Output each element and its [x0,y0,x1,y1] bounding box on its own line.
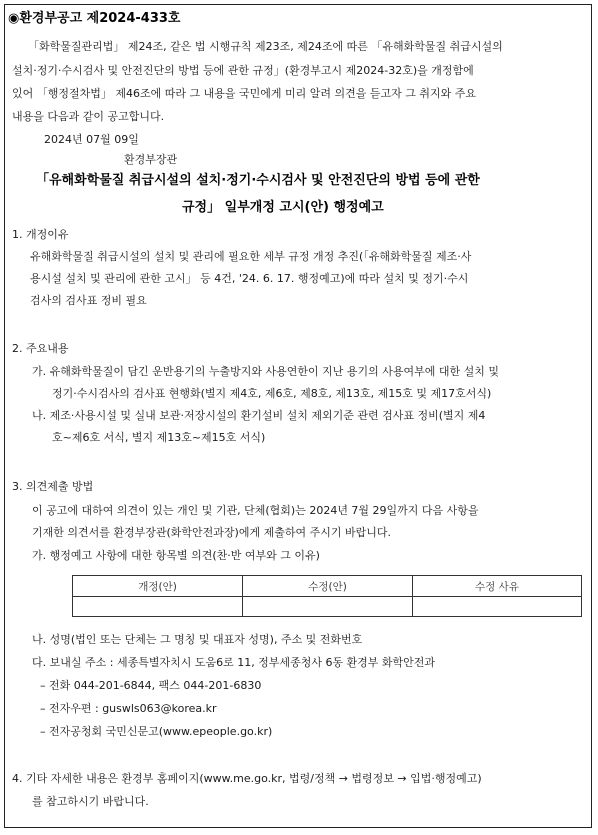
opinion-table [72,575,582,617]
section-text: 기재한 의견서를 환경부장관(화학안전과장)에게 제출하여 주시기 바랍니다. [32,526,391,539]
section-text: 호~제6호 서식, 별지 제13호~제15호 서식) [52,431,266,444]
section-text: 유해화학물질 취급시설의 설치 및 관리에 필요한 세부 규정 개정 추진(「유해화학물질 제조·사 [30,250,472,263]
section-text: 이 공고에 대하여 의견이 있는 개인 및 기관, 단체(협회)는 2024년 7월 29일까지 다음 사항을 [32,504,479,517]
table-header-reason: 수정 사유 [413,576,582,597]
intro-line: 설치·정기·수시검사 및 안전진단의 방법 등에 관한 규정」(환경부고시 제2024-32호)을 개정함에 [12,64,474,77]
section-heading: 3. 의견제출 방법 [12,480,94,493]
section-text: 정기·수시검사의 검사표 현행화(별지 제4호, 제6호, 제8호, 제13호, 제15호 및 제17호서식) [52,387,492,400]
section-text: 다. 보내실 주소 : 세종특별자치시 도움6로 11, 정부세종청사 6동 환경부 화학안전과 [32,656,436,669]
contact-phone: – 전화 044-201-6844, 팩스 044-201-6830 [40,679,262,692]
table-header-amendment: 수정(안) [243,576,413,597]
section-text: 가. 행정예고 사항에 대한 항목별 의견(찬·반 여부와 그 이유) [32,549,320,562]
intro-line: 있어 「행정절차법」 제46조에 따라 그 내용을 국민에게 미리 알려 의견을 듣고자 그 취지와 주요 [12,87,476,100]
issuer: 환경부장관 [124,153,178,166]
section-heading: 1. 개정이유 [12,228,69,241]
notice-number: ◉환경부공고 제2024-433호 [8,11,181,26]
table-header-revision: 개정(안) [73,576,243,597]
announcement-title: 규정」 일부개정 고시(안) 행정예고 [182,200,384,215]
section-heading: 2. 주요내용 [12,342,69,355]
section-text: 를 참고하시기 바랍니다. [32,795,149,808]
section-text: 가. 유해화학물질이 담긴 운반용기의 누출방지와 사용연한이 지난 용기의 사용여부에 대한 설치 및 [32,365,499,378]
section-text: 검사의 검사표 정비 필요 [30,294,147,307]
contact-email: – 전자우편 : guswls063@korea.kr [40,702,217,715]
intro-line: 내용을 다음과 같이 공고합니다. [12,110,165,123]
announcement-title: 「유해화학물질 취급시설의 설치·정기·수시검사 및 안전진단의 방법 등에 관한 [36,173,480,188]
table-cell [243,597,413,617]
contact-epeople: – 전자공청회 국민신문고(www.epeople.go.kr) [40,725,273,738]
table-cell [413,597,582,617]
intro-line: 「화학물질관리법」 제24조, 같은 법 시행규칙 제23조, 제24조에 따른 「유해화학물질 취급시설의 [28,40,503,53]
section-text: 4. 기타 자세한 내용은 환경부 홈페이지(www.me.go.kr, 법령/정책 → 법령정보 → 입법·행정예고) [12,772,482,785]
section-text: 용시설 설치 및 관리에 관한 고시」 등 4건, '24. 6. 17. 행정예고)에 따라 설치 및 정기·수시 [30,272,469,285]
notice-date: 2024년 07월 09일 [44,133,139,146]
table-cell [73,597,243,617]
section-text: 나. 제조·사용시설 및 실내 보관·저장시설의 환기설비 설치 제외기준 관련 검사표 정비(별지 제4 [32,409,486,422]
section-text: 나. 성명(법인 또는 단체는 그 명칭 및 대표자 성명), 주소 및 전화번호 [32,633,363,646]
